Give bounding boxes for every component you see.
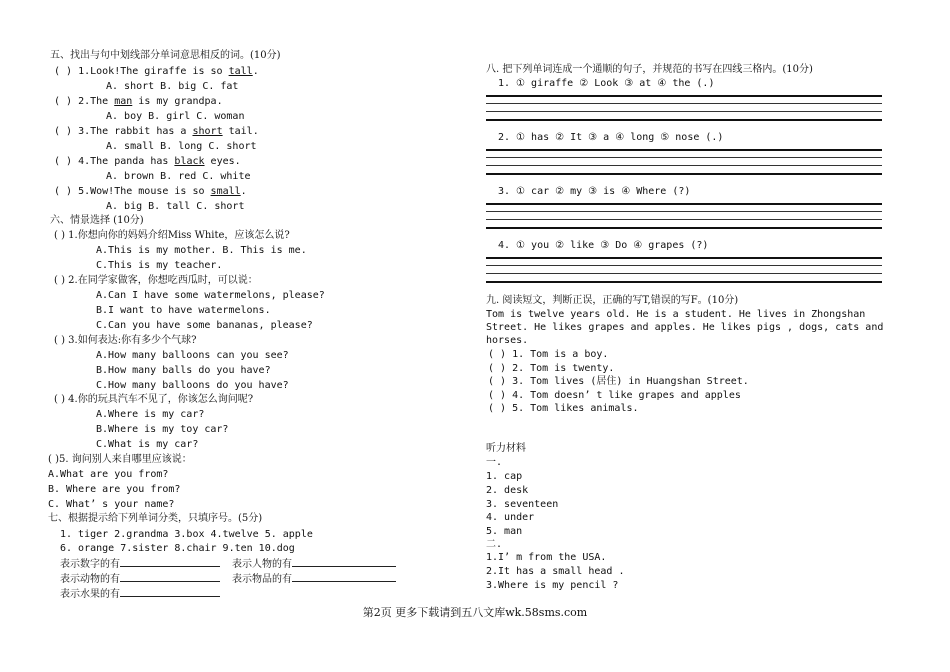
s5-q1: ( ) 1.Look!The giraffe is so tall. xyxy=(54,66,259,77)
s6-q4-stem: ( ) 4.你的玩具汽车不见了，你该怎么询问呢? xyxy=(54,394,254,405)
answer-blank[interactable] xyxy=(292,571,396,582)
answer-blank[interactable] xyxy=(292,556,396,567)
s5-q5: ( ) 5.Wow!The mouse is so small. xyxy=(54,186,247,197)
s6-q5-stem: ( )5. 询问别人来自哪里应该说： xyxy=(48,454,192,465)
section7-title: 七、根据提示给下列单词分类，只填序号。(5分) xyxy=(48,513,263,524)
section9-title: 九. 阅读短文，判断正误，正确的写T,错误的写F。(10分) xyxy=(486,295,739,306)
listening-word-4: 4. under xyxy=(486,512,535,523)
s6-q2-option-c: C.Can you have some bananas, please? xyxy=(96,320,313,331)
s6-q4-option-b: B.Where is my toy car? xyxy=(96,424,229,435)
s6-q1-option-c: C.This is my teacher. xyxy=(96,260,223,271)
s5-q4-options: A. brown B. red C. white xyxy=(106,171,251,182)
answer-blank[interactable] xyxy=(120,586,220,597)
section8-title: 八. 把下列单词连成一个通顺的句子，并规范的书写在四线三格内。(10分) xyxy=(486,64,813,75)
s7-category-numbers: 表示数字的有 xyxy=(60,556,220,571)
s6-q5-option-c: C. What’ s your name? xyxy=(48,499,175,510)
listening-sentence-3: 3.Where is my pencil ? xyxy=(486,580,619,591)
s8-q1: 1. ① giraffe ② Look ③ at ④ the (.) xyxy=(498,78,715,89)
listening-word-3: 3. seventeen xyxy=(486,499,559,510)
s9-statement-5: ( ) 5. Tom likes animals. xyxy=(488,403,639,414)
s9-statement-4: ( ) 4. Tom doesn’ t like grapes and apples xyxy=(488,390,741,401)
s5-q2: ( ) 2.The man is my grandpa. xyxy=(54,96,223,107)
s5-q2-options: A. boy B. girl C. woman xyxy=(106,111,245,122)
answer-blank[interactable] xyxy=(120,556,220,567)
s5-q3-options: A. small B. long C. short xyxy=(106,141,257,152)
listening-word-5: 5. man xyxy=(486,526,523,537)
s7-category-fruits: 表示水果的有 xyxy=(60,586,220,601)
page-footer: 第2页 更多下载请到五八文库wk.58sms.com xyxy=(362,606,588,619)
s6-q4-option-a: A.Where is my car? xyxy=(96,409,205,420)
s5-q4: ( ) 4.The panda has black eyes. xyxy=(54,156,241,167)
s9-statement-1: ( ) 1. Tom is a boy. xyxy=(488,349,609,360)
section6-title: 六、情景选择 (10分) xyxy=(50,215,144,226)
listening-sentence-2: 2.It has a small head . xyxy=(486,566,625,577)
s6-q5-option-b: B. Where are you from? xyxy=(48,484,181,495)
s9-passage-line1: Tom is twelve years old. He is a student. He lives in Zhongshan xyxy=(486,309,866,320)
s6-q2-option-a: A.Can I have some watermelons, please? xyxy=(96,290,325,301)
section5-title: 五、找出与句中划线部分单词意思相反的词。(10分) xyxy=(50,50,281,61)
s6-q1-option-a: A.This is my mother. B. This is me. xyxy=(96,245,307,256)
s5-q5-options: A. big B. tall C. short xyxy=(106,201,245,212)
s8-q4: 4. ① you ② like ③ Do ④ grapes (?) xyxy=(498,240,709,251)
listening-sentence-1: 1.I’ m from the USA. xyxy=(486,552,607,563)
s7-words-row2: 6. orange 7.sister 8.chair 9.ten 10.dog xyxy=(60,543,295,554)
listening-word-1: 1. cap xyxy=(486,471,523,482)
s7-category-people: 表示人物的有 xyxy=(232,556,396,571)
s5-q1-options: A. short B. big C. fat xyxy=(106,81,239,92)
s9-statement-2: ( ) 2. Tom is twenty. xyxy=(488,363,615,374)
answer-blank[interactable] xyxy=(120,571,220,582)
s6-q5-option-a: A.What are you from? xyxy=(48,469,169,480)
s6-q3-option-b: B.How many balls do you have? xyxy=(96,365,271,376)
listening-title: 听力材料 xyxy=(486,443,526,454)
listening-part2-label: 二. xyxy=(486,539,503,550)
s9-passage-line2: Street. He likes grapes and apples. He likes pigs , dogs, cats and xyxy=(486,322,884,333)
s6-q1-stem: ( ) 1.你想向你的妈妈介绍Miss White，应该怎么说? xyxy=(54,230,290,241)
s6-q2-stem: ( ) 2.在同学家做客，你想吃西瓜时，可以说： xyxy=(54,275,258,286)
s8-q3: 3. ① car ② my ③ is ④ Where (?) xyxy=(498,186,691,197)
s8-q2: 2. ① has ② It ③ a ④ long ⑤ nose (.) xyxy=(498,132,724,143)
s5-q3: ( ) 3.The rabbit has a short tail. xyxy=(54,126,259,137)
listening-word-2: 2. desk xyxy=(486,485,529,496)
s9-statement-3: ( ) 3. Tom lives (居住) in Huangshan Street. xyxy=(488,376,749,387)
s9-passage-line3: horses. xyxy=(486,335,529,346)
s6-q3-stem: ( ) 3.如何表达:你有多少个气球? xyxy=(54,335,197,346)
s7-category-animals: 表示动物的有 xyxy=(60,571,220,586)
s7-words-row1: 1. tiger 2.grandma 3.box 4.twelve 5. apple xyxy=(60,529,313,540)
s6-q4-option-c: C.What is my car? xyxy=(96,439,199,450)
s7-category-objects: 表示物品的有 xyxy=(232,571,396,586)
s6-q3-option-a: A.How many balloons can you see? xyxy=(96,350,289,361)
listening-part1-label: 一. xyxy=(486,457,503,468)
s6-q2-option-b: B.I want to have watermelons. xyxy=(96,305,271,316)
s6-q3-option-c: C.How many balloons do you have? xyxy=(96,380,289,391)
